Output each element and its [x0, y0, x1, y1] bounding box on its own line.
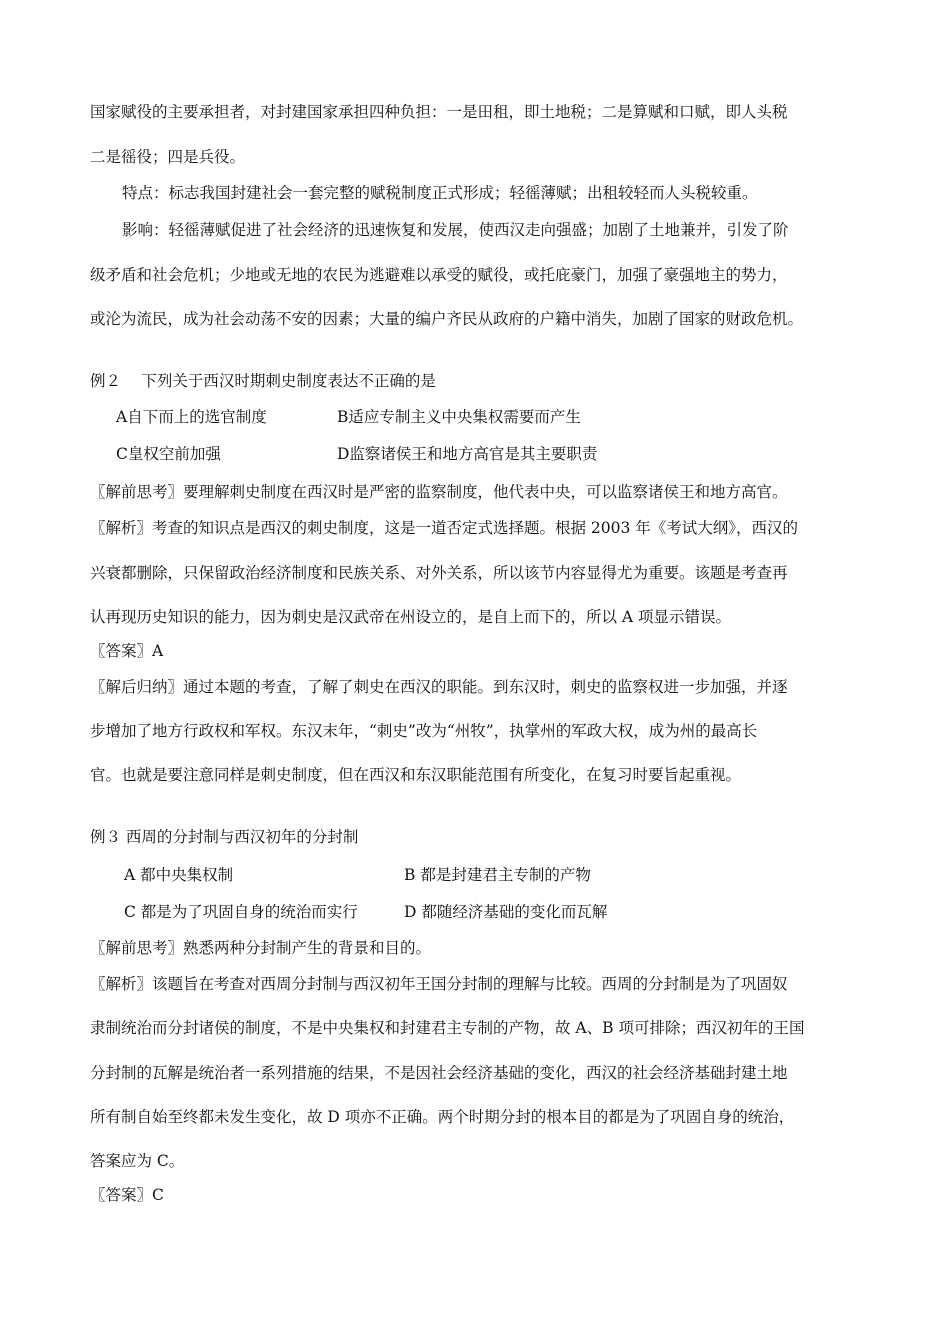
- example2-summary-line: 官。也就是要注意同样是刺史制度，但在西汉和东汉职能范围有所变化，在复习时要旨起重视。: [90, 766, 742, 784]
- intro-text-line: 二是徭役；四是兵役。: [90, 148, 246, 166]
- example3-analysis-line: 〖解析〗该题旨在考查对西周分封制与西汉初年王国分封制的理解与比较。西周的分封制是为了巩固奴: [90, 975, 788, 993]
- example2-option-d: D监察诸侯王和地方高官是其主要职责: [337, 445, 598, 463]
- example2-question: 例２ 下列关于西汉时期刺史制度表达不正确的是: [90, 372, 436, 390]
- example2-summary-line: 步增加了地方行政权和军权。东汉末年，“刺史”改为“州牧”，执掌州的军政大权，成为州的最高长: [90, 722, 758, 740]
- example2-option-a: A自下而上的选官制度: [116, 408, 267, 426]
- example2-answer: 〖答案〗A: [90, 642, 164, 660]
- example3-option-a: A 都中央集权制: [124, 866, 234, 884]
- example3-question: 例３ 西周的分封制与西汉初年的分封制: [90, 828, 359, 846]
- example3-analysis-line: 隶制统治而分封诸侯的制度，不是中央集权和封建君主专制的产物，故 A、B 项可排除；西汉初年的王国: [90, 1019, 805, 1037]
- example2-analysis-line: 兴衰都删除，只保留政治经济制度和民族关系、对外关系，所以该节内容显得尤为重要。该题是考查再: [90, 564, 788, 582]
- example2-pre-think: 〖解前思考〗要理解刺史制度在西汉时是严密的监察制度，他代表中央，可以监察诸侯王和地方高官。: [90, 483, 788, 501]
- example3-pre-think: 〖解前思考〗熟悉两种分封制产生的背景和目的。: [90, 939, 432, 957]
- example3-analysis-line: 分封制的瓦解是统治者一系列措施的结果，不是因社会经济基础的变化，西汉的社会经济基础封建土地: [90, 1064, 788, 1082]
- features-paragraph: 特点：标志我国封建社会一套完整的赋税制度正式形成；轻徭薄赋；出租较轻而人头税较重。: [122, 184, 758, 202]
- example2-analysis-line: 认再现历史知识的能力，因为刺史是汉武帝在州设立的，是自上而下的，所以 A 项显示错误。: [90, 608, 732, 626]
- impact-paragraph-line: 级矛盾和社会危机；少地或无地的农民为逃避难以承受的赋役，或托庇豪门，加强了豪强地主的势力，: [90, 266, 788, 284]
- example2-summary-line: 〖解后归纳〗通过本题的考查，了解了刺史在西汉的职能。到东汉时，刺史的监察权进一步加强，并逐: [90, 678, 788, 696]
- example3-option-d: D 都随经济基础的变化而瓦解: [404, 903, 608, 921]
- example3-option-c: C 都是为了巩固自身的统治而实行: [124, 903, 358, 921]
- impact-paragraph-line: 或沦为流民，成为社会动荡不安的因素；大量的编户齐民从政府的户籍中消失，加剧了国家的财政危机。: [90, 310, 804, 328]
- example2-analysis-line: 〖解析〗考查的知识点是西汉的刺史制度，这是一道否定式选择题。根据 2003 年《考试大纲》，西汉的: [90, 519, 799, 537]
- example2-option-b: B适应专制主义中央集权需要而产生: [337, 408, 581, 426]
- example3-option-b: B 都是封建君主专制的产物: [404, 866, 591, 884]
- example3-answer: 〖答案〗C: [90, 1186, 164, 1204]
- intro-text-line: 国家赋役的主要承担者，对封建国家承担四种负担：一是田租，即土地税；二是算赋和口赋，即人头税: [90, 103, 788, 121]
- impact-paragraph: 影响：轻徭薄赋促进了社会经济的迅速恢复和发展，使西汉走向强盛；加剧了土地兼并，引发了阶: [122, 221, 789, 239]
- example3-analysis-line: 所有制自始至终都未发生变化，故 D 项亦不正确。两个时期分封的根本目的都是为了巩固自身的统治，: [90, 1108, 795, 1126]
- example2-option-c: C皇权空前加强: [116, 445, 221, 463]
- example3-analysis-line: 答案应为 C。: [90, 1152, 185, 1170]
